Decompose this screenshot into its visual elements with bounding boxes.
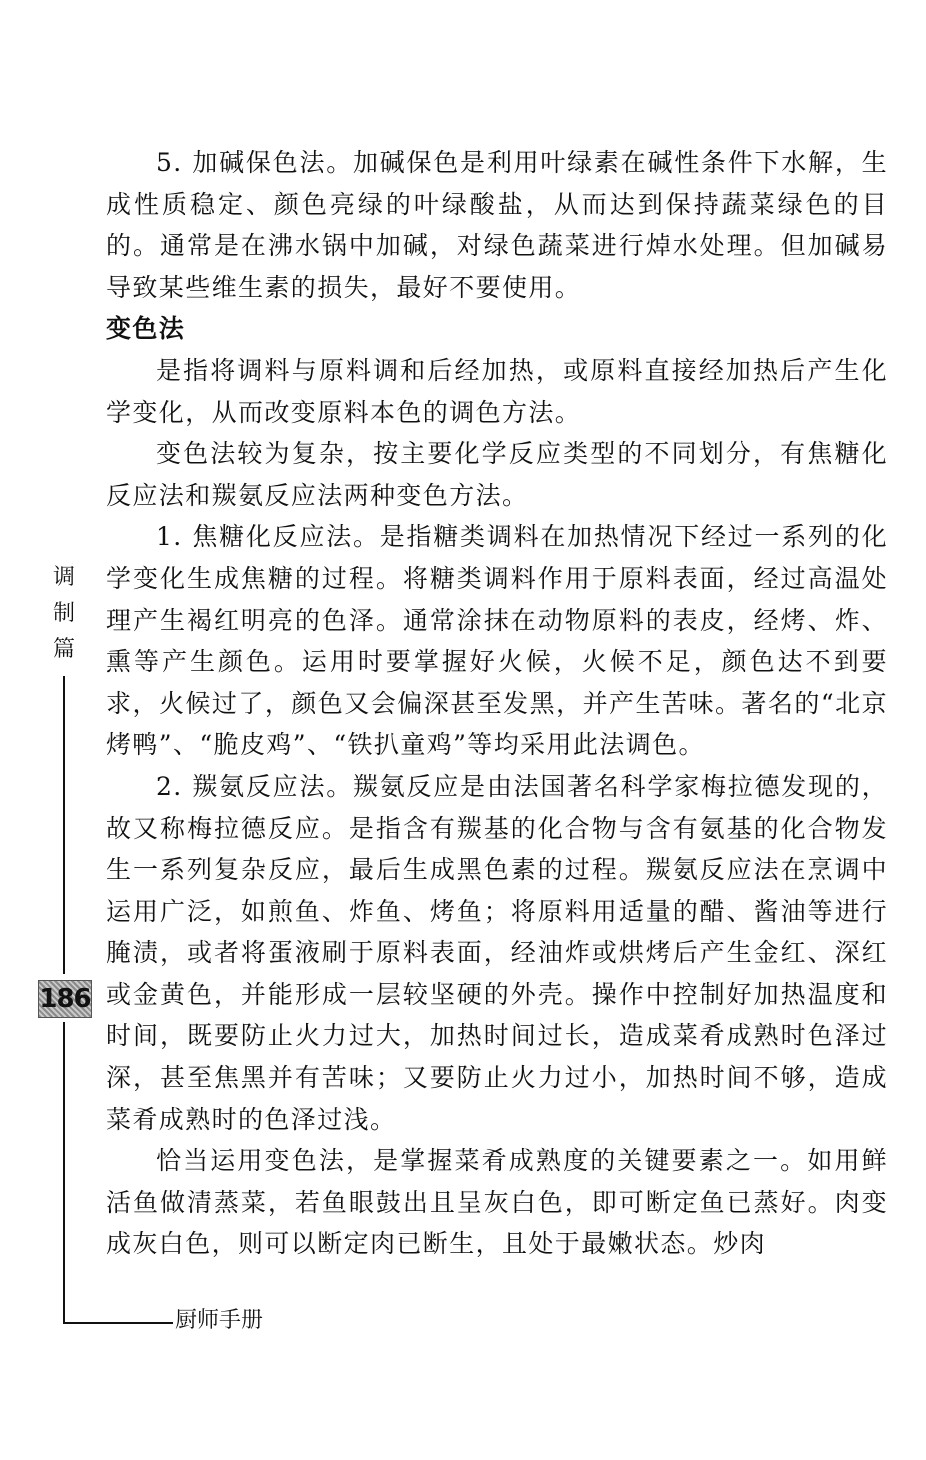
- paragraph-caramelization: 1. 焦糖化反应法。是指糖类调料在加热情况下经过一系列的化学变化生成焦糖的过程。将糖类调料作用于原料表面，经过高温处理产生褐红明亮的色泽。通常涂抹在动物原料的表皮，经烤、炸、熏等产生颜色。运用时要掌握好火候，火候不足，颜色达不到要求，火候过了，颜色又会偏深甚至发黑，并产生苦味。著名的“北京烤鸭”、“脆皮鸡”、“铁扒童鸡”等均采用此法调色。: [106, 522, 888, 760]
- page-number-badge: [38, 980, 92, 1018]
- paragraph-color-change-definition: 是指将调料与原料调和后经加热，或原料直接经加热后产生化学变化，从而改变原料本色的调色方法。: [106, 355, 888, 427]
- body-text: [106, 142, 888, 1265]
- chapter-label-char: 篇: [52, 637, 75, 662]
- chapter-label-char: 制: [52, 601, 75, 626]
- paragraph-doneness: 恰当运用变色法，是掌握菜肴成熟度的关键要素之一。如用鲜活鱼做清蒸菜，若鱼眼鼓出且呈灰白色，即可断定鱼已蒸好。肉变成灰白色，则可以断定肉已断生，且处于最嫩状态。炒肉: [106, 1146, 888, 1259]
- chapter-label: [50, 560, 78, 668]
- footer-book-title: 厨师手册: [175, 1308, 264, 1333]
- margin-rule-top: [63, 676, 65, 974]
- paragraph-alkali-color-preservation: 5. 加碱保色法。加碱保色是利用叶绿素在碱性条件下水解，生成性质稳定、颜色亮绿的叶绿酸盐，从而达到保持蔬菜绿色的目的。通常是在沸水锅中加碱，对绿色蔬菜进行焯水处理。但加碱易导致某些维生素的损失，最好不要使用。: [106, 148, 888, 302]
- paragraph-color-change-types: 变色法较为复杂，按主要化学反应类型的不同划分，有焦糖化反应法和羰氨反应法两种变色方法。: [106, 439, 888, 510]
- section-heading-color-change: 变色法: [106, 314, 186, 344]
- margin-rule-bottom: [63, 1022, 65, 1322]
- page-number: 186: [39, 984, 91, 1014]
- footer-rule: [63, 1322, 173, 1324]
- paragraph-maillard-reaction: 2. 羰氨反应法。羰氨反应是由法国著名科学家梅拉德发现的，故又称梅拉德反应。是指含有羰基的化合物与含有氨基的化合物发生一系列复杂反应，最后生成黑色素的过程。羰氨反应法在烹调中运用广泛，如煎鱼、炸鱼、烤鱼；将原料用适量的醋、酱油等进行腌渍，或者将蛋液刷于原料表面，经油炸或烘烤后产生金红、深红或金黄色，并能形成一层较坚硬的外壳。操作中控制好加热温度和时间，既要防止火力过大，加热时间过长，造成菜肴成熟时色泽过深，甚至焦黑并有苦味；又要防止火力过小，加热时间不够，造成菜肴成熟时的色泽过浅。: [106, 771, 888, 1134]
- chapter-label-char: 调: [52, 565, 75, 590]
